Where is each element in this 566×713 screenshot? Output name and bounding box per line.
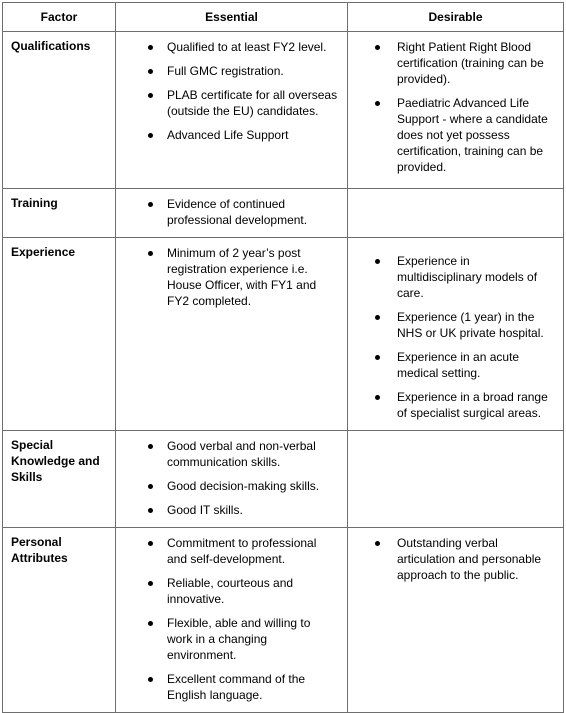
essential-item: Flexible, able and willing to work in a changing environment. xyxy=(117,615,338,663)
essential-special-knowledge xyxy=(116,431,348,528)
factor-training: Training xyxy=(3,189,116,238)
row-special-knowledge xyxy=(3,431,564,528)
factor-special-knowledge: Special Knowledge and Skills xyxy=(3,431,116,528)
header-desirable: Desirable xyxy=(348,3,564,32)
essential-experience xyxy=(116,238,348,431)
header-row xyxy=(3,3,564,32)
essential-item: Full GMC registration. xyxy=(117,63,338,79)
essential-item: Reliable, courteous and innovative. xyxy=(117,575,338,607)
essential-item: Evidence of continued professional development. xyxy=(117,196,338,228)
header-essential: Essential xyxy=(116,3,348,32)
row-personal-attributes xyxy=(3,528,564,713)
essential-qualifications xyxy=(116,32,348,189)
essential-item: Minimum of 2 year’s post registration experience i.e. House Officer, with FY1 and FY2 completed. xyxy=(117,245,338,309)
factor-experience: Experience xyxy=(3,238,116,431)
essential-item: Good decision-making skills. xyxy=(117,478,338,494)
factor-personal-attributes: Personal Attributes xyxy=(3,528,116,713)
desirable-item: Experience (1 year) in the NHS or UK private hospital. xyxy=(349,309,554,341)
essential-item: Good IT skills. xyxy=(117,502,338,518)
desirable-item: Experience in an acute medical setting. xyxy=(349,349,554,381)
desirable-training xyxy=(348,189,564,238)
desirable-item: Experience in a broad range of specialist surgical areas. xyxy=(349,389,554,421)
essential-item: Advanced Life Support xyxy=(117,127,338,143)
row-experience xyxy=(3,238,564,431)
desirable-item: Paediatric Advanced Life Support - where a candidate does not yet possess certification, training can be provided. xyxy=(349,95,554,175)
desirable-special-knowledge xyxy=(348,431,564,528)
essential-item: PLAB certificate for all overseas (outside the EU) candidates. xyxy=(117,87,338,119)
essential-item: Qualified to at least FY2 level. xyxy=(117,39,338,55)
desirable-item: Outstanding verbal articulation and personable approach to the public. xyxy=(349,535,554,583)
essential-item: Good verbal and non-verbal communication skills. xyxy=(117,438,338,470)
desirable-item: Experience in multidisciplinary models of care. xyxy=(349,253,554,301)
person-specification-table xyxy=(2,2,564,713)
desirable-personal-attributes xyxy=(348,528,564,713)
essential-personal-attributes xyxy=(116,528,348,713)
desirable-qualifications xyxy=(348,32,564,189)
essential-item: Commitment to professional and self-development. xyxy=(117,535,338,567)
factor-qualifications: Qualifications xyxy=(3,32,116,189)
desirable-item: Right Patient Right Blood certification (training can be provided). xyxy=(349,39,554,87)
desirable-experience xyxy=(348,238,564,431)
row-training xyxy=(3,189,564,238)
header-factor: Factor xyxy=(3,3,116,32)
essential-item: Excellent command of the English language. xyxy=(117,671,338,703)
row-qualifications xyxy=(3,32,564,189)
essential-training xyxy=(116,189,348,238)
